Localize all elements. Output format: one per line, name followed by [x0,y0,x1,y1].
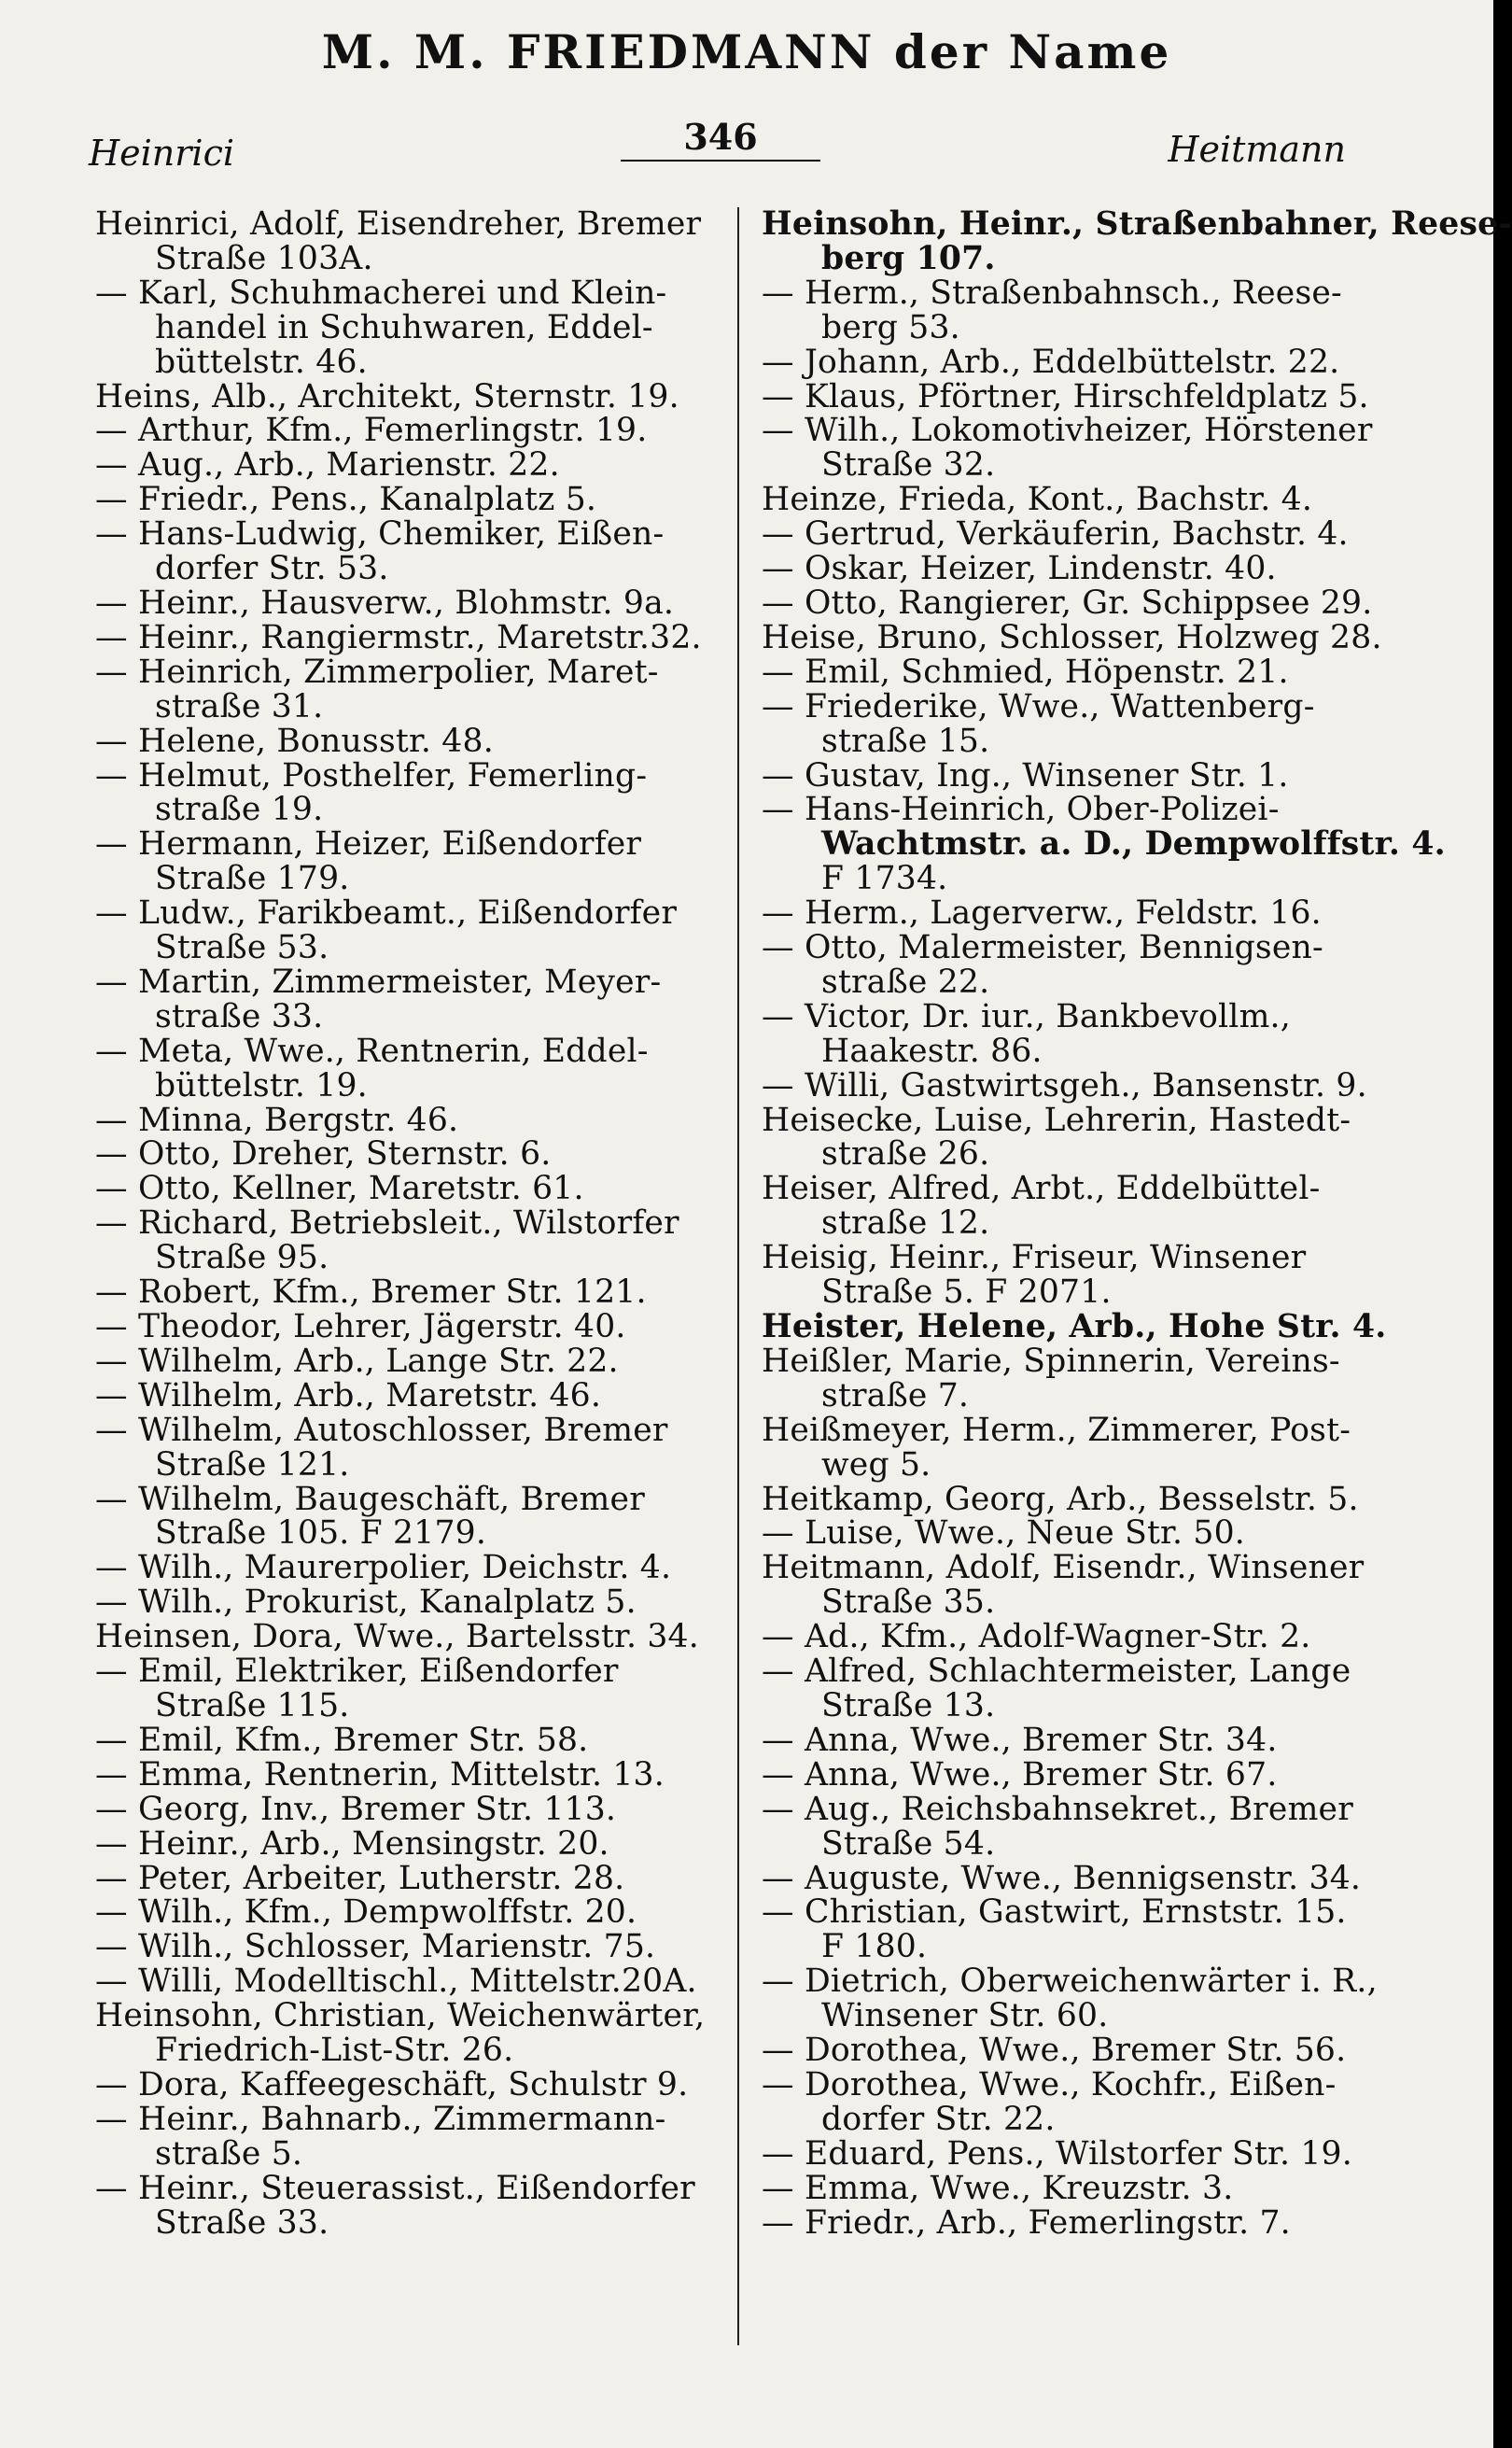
entry-continuation-line: büttelstr. 19. [155,1066,368,1104]
entry-continuation-line: berg 53. [821,308,960,346]
entry-line: Heister, Helene, Arb., Hohe Str. 4. [762,1308,1387,1345]
entry-line: — Herm., Straßenbahnsch., Reese- [762,274,1342,312]
entry-continuation-line: Straße 54. [821,1824,996,1863]
entry-line: — Helmut, Posthelfer, Femerling- [95,756,648,795]
entry-continuation-line: Straße 33. [155,2203,329,2242]
running-head-right: Heitmann [1168,129,1346,170]
entry-line: — Heinr., Steuerassist., Eißendorfer [95,2169,695,2207]
entry-line: Heinsohn, Christian, Weichenwärter, [95,1997,706,2035]
entry-line: Heißler, Marie, Spinnerin, Vereins- [762,1342,1340,1380]
entry-line: — Wilh., Lokomotivheizer, Hörstener [762,412,1373,450]
entry-line: — Auguste, Wwe., Bennigsenstr. 34. [762,1859,1362,1897]
entry-continuation-line: straße 31. [155,687,324,725]
entry-line: Heitmann, Adolf, Eisendr., Winsener [762,1549,1365,1587]
entry-continuation-line: Straße 5. F 2071. [821,1273,1112,1312]
entry-line: — Heinr., Hausverw., Blohmstr. 9a. [95,584,675,622]
entry-line: — Meta, Wwe., Rentnerin, Eddel- [95,1032,649,1070]
entry-line: — Dietrich, Oberweichenwärter i. R., [762,1963,1378,2001]
entry-continuation-line: straße 33. [155,997,324,1035]
entry-line: — Karl, Schuhmacherei und Klein- [95,274,667,312]
entry-line: Heins, Alb., Architekt, Sternstr. 19. [95,377,679,415]
entry-line: — Emma, Wwe., Kreuzstr. 3. [762,2169,1234,2207]
entry-continuation-line: Straße 95. [155,1239,329,1277]
left-column [95,205,706,2242]
entry-line: — Hans-Ludwig, Chemiker, Eißen- [95,515,665,554]
entry-line: — Victor, Dr. iur., Bankbevollm., [762,997,1291,1035]
entry-continuation-line: weg 5. [821,1445,931,1484]
entry-line: — Heinr., Bahnarb., Zimmermann- [95,2100,666,2138]
entry-line: — Theodor, Lehrer, Jägerstr. 40. [95,1308,626,1345]
right-column [762,205,1512,2242]
entry-line: — Friedr., Arb., Femerlingstr. 7. [762,2203,1291,2242]
entry-line: — Willi, Modelltischl., Mittelstr.20A. [95,1963,697,2001]
entry-line: — Helene, Bonusstr. 48. [95,722,494,760]
entry-continuation-line: F 1734. [821,860,948,898]
entry-continuation-line: straße 7. [821,1376,970,1414]
entry-line: — Hermann, Heizer, Eißendorfer [95,825,642,864]
entry-line: — Wilhelm, Arb., Maretstr. 46. [95,1376,602,1414]
page-number: 346 [621,116,820,162]
entry-line: — Klaus, Pförtner, Hirschfeldplatz 5. [762,377,1369,415]
entry-line: — Friederike, Wwe., Wattenberg- [762,687,1315,725]
entry-line: — Aug., Reichsbahnsekret., Bremer [762,1790,1353,1828]
entry-line: — Heinr., Rangiermstr., Maretstr.32. [95,618,702,656]
entry-line: — Robert, Kfm., Bremer Str. 121. [95,1273,647,1312]
entry-line: — Willi, Gastwirtsgeh., Bansenstr. 9. [762,1066,1367,1104]
entry-continuation-line: straße 19. [155,791,324,829]
entry-continuation-line: dorfer Str. 22. [821,2100,1056,2138]
entry-continuation-line: straße 22. [821,963,990,1001]
publisher-banner: M. M. FRIEDMANN der Name [321,24,1172,79]
entry-continuation-line: Straße 13. [821,1686,996,1724]
entry-line: — Wilh., Maurerpolier, Deichstr. 4. [95,1549,672,1587]
entry-line: — Heinr., Arb., Mensingstr. 20. [95,1824,609,1863]
entry-line: — Wilh., Kfm., Dempwolffstr. 20. [95,1893,637,1932]
entry-line: Heisecke, Luise, Lehrerin, Hastedt- [762,1101,1351,1139]
entry-line: Heißmeyer, Herm., Zimmerer, Post- [762,1411,1351,1449]
entry-line: — Gustav, Ing., Winsener Str. 1. [762,756,1289,795]
entry-line: — Peter, Arbeiter, Lutherstr. 28. [95,1859,625,1897]
entry-continuation-line: Straße 53. [155,929,329,967]
entry-continuation-line: dorfer Str. 53. [155,550,389,588]
entry-line: Heiser, Alfred, Arbt., Eddelbüttel- [762,1170,1321,1208]
entry-line: — Richard, Betriebsleit., Wilstorfer [95,1204,679,1243]
entry-line: — Dorothea, Wwe., Kochfr., Eißen- [762,2065,1337,2103]
entry-line: — Otto, Dreher, Sternstr. 6. [95,1135,552,1174]
entry-line: — Dorothea, Wwe., Bremer Str. 56. [762,2032,1347,2070]
entry-line: — Otto, Malermeister, Bennigsen- [762,929,1323,967]
entry-line: — Johann, Arb., Eddelbüttelstr. 22. [762,343,1340,381]
entry-line: — Emma, Rentnerin, Mittelstr. 13. [95,1755,665,1794]
entry-line: — Friedr., Pens., Kanalplatz 5. [95,481,597,519]
entry-line: Heinsen, Dora, Wwe., Bartelsstr. 34. [95,1618,699,1656]
entry-continuation-line: Straße 103A. [155,239,373,277]
entry-line: — Christian, Gastwirt, Ernststr. 15. [762,1893,1347,1932]
entry-continuation-line: Straße 105. F 2179. [155,1514,487,1553]
entry-line: — Alfred, Schlachtermeister, Lange [762,1653,1351,1691]
entry-line: Heinrici, Adolf, Eisendreher, Bremer [95,205,702,243]
entry-continuation-line: handel in Schuhwaren, Eddel- [155,308,653,346]
entry-line: — Heinrich, Zimmerpolier, Maret- [95,653,659,691]
entry-line: — Luise, Wwe., Neue Str. 50. [762,1514,1245,1553]
entry-continuation-line: Friedrich-List-Str. 26. [155,2032,514,2070]
running-head-left: Heinrici [89,133,235,174]
entry-line: — Ludw., Farikbeamt., Eißendorfer [95,894,678,933]
entry-line: — Anna, Wwe., Bremer Str. 34. [762,1721,1278,1759]
entry-continuation-line: straße 26. [821,1135,990,1174]
entry-line: — Gertrud, Verkäuferin, Bachstr. 4. [762,515,1349,554]
column-divider [737,207,739,2345]
entry-line: — Emil, Schmied, Höpenstr. 21. [762,653,1289,691]
entry-line: — Dora, Kaffeegeschäft, Schulstr 9. [95,2065,689,2103]
entry-continuation-line: büttelstr. 46. [155,343,368,381]
entry-continuation-line: Straße 35. [821,1583,996,1622]
entry-line: — Georg, Inv., Bremer Str. 113. [95,1790,617,1828]
entry-line: — Anna, Wwe., Bremer Str. 67. [762,1755,1278,1794]
entry-line: Heitkamp, Georg, Arb., Besselstr. 5. [762,1480,1359,1518]
entry-line: — Ad., Kfm., Adolf-Wagner-Str. 2. [762,1618,1311,1656]
entry-continuation-line: Wachtmstr. a. D., Dempwolffstr. 4. [821,825,1446,864]
entry-line: — Otto, Kellner, Maretstr. 61. [95,1170,584,1208]
entry-line: — Arthur, Kfm., Femerlingstr. 19. [95,412,648,450]
entry-continuation-line: Winsener Str. 60. [821,1997,1109,2035]
entry-continuation-line: F 180. [821,1928,928,1966]
entry-continuation-line: Straße 179. [155,860,350,898]
entry-continuation-line: straße 15. [821,722,990,760]
entry-line: — Wilh., Prokurist, Kanalplatz 5. [95,1583,637,1622]
entry-continuation-line: berg 107. [821,239,996,277]
entry-line: — Oskar, Heizer, Lindenstr. 40. [762,550,1277,588]
entry-continuation-line: straße 5. [155,2134,303,2173]
entry-line: Heisig, Heinr., Friseur, Winsener [762,1239,1307,1277]
entry-line: — Eduard, Pens., Wilstorfer Str. 19. [762,2134,1352,2173]
entry-line: Heise, Bruno, Schlosser, Holzweg 28. [762,618,1382,656]
entry-line: — Emil, Elektriker, Eißendorfer [95,1653,619,1691]
entry-continuation-line: Straße 32. [821,446,996,485]
entry-line: — Herm., Lagerverw., Feldstr. 16. [762,894,1322,933]
entry-line: Heinze, Frieda, Kont., Bachstr. 4. [762,481,1313,519]
entry-line: — Emil, Kfm., Bremer Str. 58. [95,1721,589,1759]
entry-line: — Wilh., Schlosser, Marienstr. 75. [95,1928,656,1966]
entry-line: — Otto, Rangierer, Gr. Schippsee 29. [762,584,1373,622]
entry-line: — Wilhelm, Arb., Lange Str. 22. [95,1342,619,1380]
entry-line: — Martin, Zimmermeister, Meyer- [95,963,662,1001]
entry-continuation-line: Straße 121. [155,1445,350,1484]
entry-line: — Wilhelm, Baugeschäft, Bremer [95,1480,645,1518]
entry-continuation-line: Straße 115. [155,1686,350,1724]
entry-line: — Minna, Bergstr. 46. [95,1101,459,1139]
entry-continuation-line: Haakestr. 86. [821,1032,1043,1070]
entry-line: — Hans-Heinrich, Ober-Polizei- [762,791,1280,829]
entry-line: Heinsohn, Heinr., Straßenbahner, Reese- [762,205,1512,243]
entry-continuation-line: straße 12. [821,1204,990,1243]
entry-line: — Wilhelm, Autoschlosser, Bremer [95,1411,668,1449]
entry-line: — Aug., Arb., Marienstr. 22. [95,446,560,485]
